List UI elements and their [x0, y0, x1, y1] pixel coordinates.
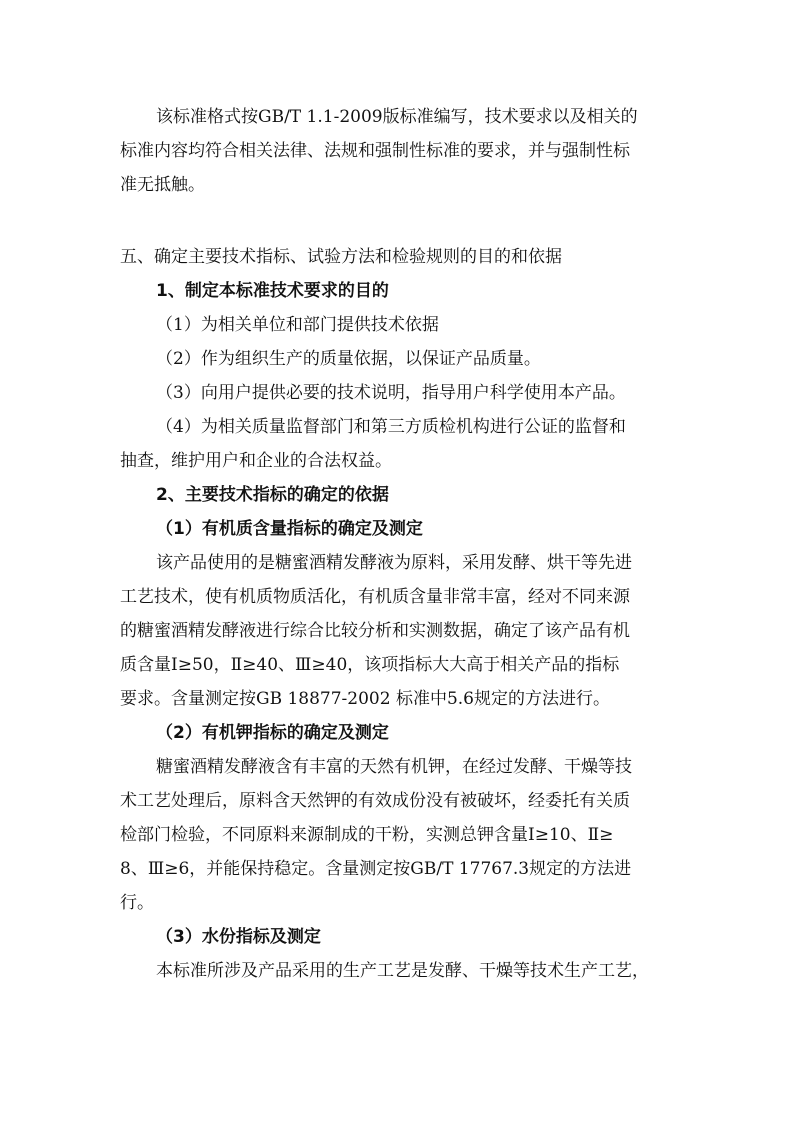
moisture-line-1: 本标准所涉及产品采用的生产工艺是发酵、干燥等技术生产工艺， — [156, 961, 649, 981]
organic-line-5: 要求。含量测定按GB 18877-2002 标准中5.6规定的方法进行。 — [120, 689, 611, 709]
potassium-line-2: 术工艺处理后，原料含天然钾的有效成份没有被破坏，经委托有关质 — [120, 791, 630, 811]
purpose-item-3: （3）向用户提供必要的技术说明，指导用户科学使用本产品。 — [156, 383, 626, 403]
organic-line-1: 该产品使用的是糖蜜酒精发酵液为原料，采用发酵、烘干等先进 — [156, 553, 632, 573]
purpose-item-1: （1）为相关单位和部门提供技术依据 — [156, 315, 439, 335]
organic-heading: （1）有机质含量指标的确定及测定 — [156, 519, 423, 539]
intro-line-1: 该标准格式按GB/T 1.1-2009版标准编写，技术要求以及相关的 — [156, 107, 638, 127]
subsection-2-heading: 2、主要技术指标的确定的依据 — [156, 485, 389, 505]
intro-paragraph — [120, 100, 680, 202]
moisture-block — [120, 920, 680, 988]
purpose-item-4-line-2: 抽查，维护用户和企业的合法权益。 — [120, 451, 392, 471]
potassium-line-1: 糖蜜酒精发酵液含有丰富的天然有机钾，在经过发酵、干燥等技 — [156, 757, 632, 777]
section-5-heading: 五、确定主要技术指标、试验方法和检验规则的目的和依据 — [120, 247, 562, 267]
purpose-item-4-line-1: （4）为相关质量监督部门和第三方质检机构进行公证的监督和 — [156, 417, 626, 437]
organic-line-4: 质含量Ⅰ≥50，Ⅱ≥40、Ⅲ≥40，该项指标大大高于相关产品的指标 — [120, 655, 620, 675]
organic-block — [120, 512, 680, 716]
intro-line-2: 标准内容均符合相关法律、法规和强制性标准的要求，并与强制性标 — [120, 141, 630, 161]
subsection-2 — [120, 478, 680, 512]
intro-line-3: 准无抵触。 — [120, 175, 205, 195]
purpose-item-2: （2）作为组织生产的质量依据，以保证产品质量。 — [156, 349, 541, 369]
section-heading — [120, 240, 680, 274]
potassium-line-4: 8、Ⅲ≥6，并能保持稳定。含量测定按GB/T 17767.3规定的方法进 — [120, 859, 632, 879]
potassium-block — [120, 716, 680, 920]
organic-line-2: 工艺技术，使有机质物质活化，有机质含量非常丰富，经对不同来源 — [120, 587, 630, 607]
subsection-1 — [120, 274, 680, 478]
subsection-1-heading: 1、制定本标准技术要求的目的 — [156, 281, 389, 301]
potassium-heading: （2）有机钾指标的确定及测定 — [156, 723, 389, 743]
potassium-line-5: 行。 — [120, 893, 154, 913]
potassium-line-3: 检部门检验，不同原料来源制成的干粉，实测总钾含量Ⅰ≥10、Ⅱ≥ — [120, 825, 614, 845]
moisture-heading: （3）水份指标及测定 — [156, 927, 321, 947]
organic-line-3: 的糖蜜酒精发酵液进行综合比较分析和实测数据，确定了该产品有机 — [120, 621, 630, 641]
